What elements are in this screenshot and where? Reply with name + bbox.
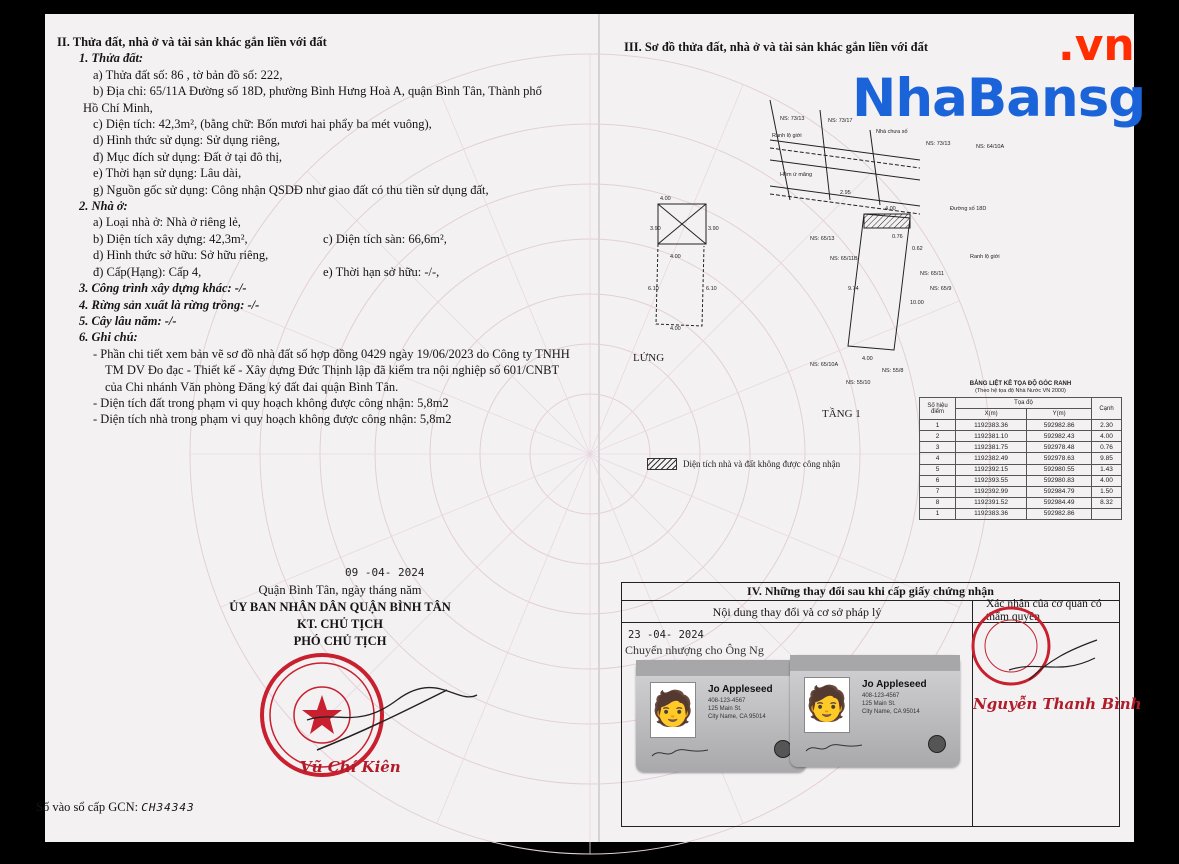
legend — [647, 458, 840, 470]
col-point: Số hiệu điểm — [920, 398, 956, 420]
card-name: Jo Appleseed — [862, 679, 927, 690]
cell-edge: 8.32 — [1092, 497, 1122, 508]
cell-x: 1192381.10 — [956, 431, 1027, 442]
cell-x: 1192383.36 — [956, 420, 1027, 431]
cell-point: 1 — [920, 420, 956, 431]
map-dim-d6: 6.10 — [706, 286, 717, 292]
cell-y: 592982.43 — [1027, 431, 1092, 442]
issue-date-handwritten: 09 -04- 2024 — [345, 566, 425, 579]
map-label-ns4: NS: 73/13 — [926, 141, 951, 147]
change-content: Chuyển nhượng cho Ông Ng — [625, 643, 764, 657]
cell-y: 592978.63 — [1027, 453, 1092, 464]
card-header-band — [790, 655, 960, 671]
signature-icon — [650, 746, 710, 760]
house-heading: 2. Nhà ở: — [79, 199, 128, 214]
brand-tld: .vn — [1058, 20, 1135, 71]
table-row — [920, 508, 1122, 519]
cell-edge: 1.50 — [1092, 486, 1122, 497]
avatar — [650, 682, 696, 738]
signer-title: PHÓ CHỦ TỊCH — [293, 634, 387, 648]
map-label-ns10: NS: 65/10A — [810, 362, 839, 368]
land-info-section — [57, 34, 577, 428]
note-house-area: - Diện tích nhà trong phạm vi quy hoạch không được công nhận: 5,8m2 — [93, 412, 452, 427]
on-behalf-of: KT. CHỦ TỊCH — [296, 617, 383, 631]
col-x: X(m) — [956, 409, 1027, 420]
card-street: 125 Main St. — [708, 706, 742, 712]
brand-watermark — [852, 20, 1152, 140]
cell-edge: 4.00 — [1092, 475, 1122, 486]
cell-x: 1192383.36 — [956, 508, 1027, 519]
card-chip-icon — [928, 735, 946, 753]
planted-forest: 4. Rừng sản xuất là rừng trồng: -/- — [79, 297, 260, 312]
diagram-title: III. Sơ đồ thửa đất, nhà ở và tài sản khác gắn liền với đất — [624, 40, 929, 54]
note-detail: - Phần chi tiết xem bản vẽ sơ đồ nhà đất số hợp đồng 0429 ngày 19/06/2023 do Công ty TNHH TM DV Đo đạc - Thiết kế - Xây dựng Đức Thịnh lập đã kiểm tra nội nghiệp số 601/CNBT của Chi nhánh Văn phòng Đăng ký đất đai quận Bình Tân. — [93, 346, 570, 394]
card-header-band — [636, 660, 806, 676]
cell-x: 1192382.49 — [956, 453, 1027, 464]
mezzanine-label: LỬNG — [633, 352, 665, 364]
table-row — [920, 497, 1122, 508]
serial-label: Số vào sổ cấp GCN: — [36, 800, 142, 814]
avatar — [804, 677, 850, 733]
map-dim-d4: 3.90 — [708, 226, 719, 232]
map-dim-d1: 4.00 — [660, 196, 671, 202]
cell-y: 592980.55 — [1027, 464, 1092, 475]
house-floor-area: c) Diện tích sàn: 66,6m², — [323, 231, 447, 246]
signature-icon — [804, 741, 864, 755]
map-label-ns1: NS: 73/13 — [780, 116, 805, 122]
coordinate-table — [919, 381, 1122, 520]
map-dim-d9: 4.00 — [885, 206, 896, 212]
hatch-legend-icon — [647, 458, 677, 470]
house-build-area: b) Diện tích xây dựng: 42,3m², — [93, 231, 248, 246]
legend-text: Diện tích nhà và đất không được công nhận — [683, 459, 841, 469]
land-address: b) Địa chỉ: 65/11A Đường số 18D, phường Bình Hưng Hoà A, quận Bình Tân, Thành phố — [93, 84, 542, 99]
table-row — [920, 431, 1122, 442]
serial-value: CH34343 — [141, 801, 195, 814]
cell-y: 592978.48 — [1027, 442, 1092, 453]
registration-seal-icon — [969, 600, 1099, 700]
cell-point: 7 — [920, 486, 956, 497]
note-land-area: - Diện tích đất trong phạm vi quy hoạch không được công nhận: 5,8m2 — [93, 395, 449, 410]
cell-edge: 2.30 — [1092, 420, 1122, 431]
cell-x: 1192393.55 — [956, 475, 1027, 486]
perennial-trees: 5. Cây lâu năm: -/- — [79, 313, 177, 328]
notes-heading: 6. Ghi chú: — [79, 330, 138, 345]
land-usage-form: d) Hình thức sử dụng: Sử dụng riêng, — [93, 133, 280, 148]
id-card-sticker — [790, 655, 960, 767]
signer-name: Vũ Chí Kiên — [300, 758, 401, 776]
person-emoji-icon: 🧑 — [805, 686, 849, 723]
map-dim-d13: 0.76 — [892, 234, 903, 240]
map-label-ranh1: Ranh lộ giới — [772, 133, 802, 139]
map-dim-d14: 0.62 — [912, 246, 923, 252]
card-street: 125 Main St. — [862, 701, 896, 707]
table-row — [920, 486, 1122, 497]
changes-col-confirm: Xác nhận của cơ quan có thẩm quyền — [986, 598, 1102, 623]
map-dim-d10: 9.74 — [848, 286, 859, 292]
cell-point: 6 — [920, 475, 956, 486]
coord-caption-sub: (Theo hệ tọa độ Nhà Nước VN 2000) — [975, 388, 1066, 394]
cell-y: 592984.79 — [1027, 486, 1092, 497]
table-row — [920, 475, 1122, 486]
coord-caption: BẢNG LIỆT KÊ TỌA ĐỘ GÓC RANH — [969, 381, 1072, 387]
issuing-authority: ỦY BAN NHÂN DÂN QUẬN BÌNH TÂN — [229, 600, 451, 614]
cell-x: 1192391.52 — [956, 497, 1027, 508]
land-parcel-number: a) Thửa đất số: 86 , tờ bản đồ số: 222, — [93, 67, 283, 82]
id-card-sticker — [636, 660, 806, 772]
person-emoji-icon: 🧑 — [651, 691, 695, 728]
cell-y: 592980.83 — [1027, 475, 1092, 486]
cell-edge: 1.43 — [1092, 464, 1122, 475]
table-row — [920, 420, 1122, 431]
map-label-ns11: NS: 55/8 — [882, 368, 904, 374]
registrar-signer-name: Nguyễn Thanh Bình — [973, 695, 1142, 713]
cell-point: 3 — [920, 442, 956, 453]
cell-edge: 9.85 — [1092, 453, 1122, 464]
map-label-ns7: NS: 65/11B — [830, 256, 858, 262]
col-coord: Tọa độ — [956, 398, 1092, 409]
land-purpose: đ) Mục đích sử dụng: Đất ở tại đô thị, — [93, 149, 283, 164]
map-dim-d2: 4.00 — [670, 254, 681, 260]
changes-col-content: Nội dung thay đổi và cơ sở pháp lý — [712, 605, 882, 619]
changes-title: IV. Những thay đổi sau khi cấp giấy chứng nhận — [622, 583, 1119, 601]
map-label-ns6: NS: 65/13 — [810, 236, 835, 242]
cell-point: 4 — [920, 453, 956, 464]
cell-point: 1 — [920, 508, 956, 519]
house-term: e) Thời hạn sở hữu: -/-, — [323, 264, 440, 279]
coord-grid — [919, 397, 1122, 520]
map-dim-d11: 10.00 — [910, 300, 924, 306]
table-row — [920, 442, 1122, 453]
cell-edge: 4.00 — [1092, 431, 1122, 442]
house-grade-row — [57, 264, 577, 280]
land-origin: g) Nguồn gốc sử dụng: Công nhận QSDĐ như giao đất có thu tiền sử dụng đất, — [93, 182, 489, 197]
map-label-ns8: NS: 65/11 — [920, 271, 945, 277]
land-area: c) Diện tích: 42,3m², (bằng chữ: Bốn mươi hai phẩy ba mét vuông), — [93, 117, 432, 132]
change-date-handwritten: 23 -04- 2024 — [628, 629, 704, 641]
other-construction: 3. Công trình xây dựng khác: -/- — [79, 281, 247, 296]
issue-date-line: Quận Bình Tân, ngày tháng năm — [258, 583, 422, 597]
map-dim-d12: 4.00 — [862, 356, 873, 362]
cell-edge: 0.76 — [1092, 442, 1122, 453]
map-dim-d3: 3.90 — [650, 226, 661, 232]
cell-x: 1192392.15 — [956, 464, 1027, 475]
cell-point: 8 — [920, 497, 956, 508]
map-label-ranh2: Ranh lộ giới — [970, 254, 1000, 260]
card-city: City Name, CA 95014 — [862, 709, 920, 715]
cell-point: 2 — [920, 431, 956, 442]
signature-block — [210, 568, 470, 650]
brand-name: NhaBansg — [852, 68, 1146, 129]
house-grade: đ) Cấp(Hạng): Cấp 4, — [93, 264, 202, 279]
table-row — [920, 464, 1122, 475]
map-label-ns5: NS: 64/10A — [976, 144, 1005, 150]
cell-point: 5 — [920, 464, 956, 475]
cell-x: 1192381.75 — [956, 442, 1027, 453]
card-phone: 408-123-4567 — [862, 693, 900, 699]
land-address-cont: Hồ Chí Minh, — [83, 100, 153, 115]
certificate-serial — [36, 800, 195, 815]
cell-y: 592982.86 — [1027, 420, 1092, 431]
map-label-ns12: NS: 55/10 — [846, 380, 871, 386]
cell-x: 1192392.99 — [956, 486, 1027, 497]
house-area-row — [57, 231, 577, 247]
land-term: e) Thời hạn sử dụng: Lâu dài, — [93, 166, 242, 181]
floor1-label: TẦNG 1 — [822, 408, 861, 420]
cell-edge — [1092, 508, 1122, 519]
card-name: Jo Appleseed — [708, 684, 773, 695]
col-edge: Cạnh — [1092, 398, 1122, 420]
card-city: City Name, CA 95014 — [708, 714, 766, 720]
table-row — [920, 453, 1122, 464]
map-label-duong: Đường số 18D — [950, 206, 987, 212]
map-label-ns9: NS: 65/9 — [930, 286, 952, 292]
house-type: a) Loại nhà ở: Nhà ở riêng lẻ, — [93, 215, 241, 230]
section-title: II. Thửa đất, nhà ở và tài sản khác gắn liền với đất — [57, 35, 327, 49]
map-label-ns2: NS: 73/17 — [828, 118, 853, 124]
map-dim-d8: 2.95 — [840, 190, 851, 196]
cell-y: 592982.86 — [1027, 508, 1092, 519]
map-label-hem: Hẻm ứ mãng — [780, 172, 813, 178]
page-fold — [598, 14, 600, 842]
map-label-ns3: Nhà chưa số — [876, 129, 908, 135]
house-ownership: d) Hình thức sở hữu: Sở hữu riêng, — [93, 248, 269, 263]
col-y: Y(m) — [1027, 409, 1092, 420]
land-heading: 1. Thửa đất: — [79, 51, 144, 66]
cell-y: 592984.49 — [1027, 497, 1092, 508]
map-dim-d7: 4.00 — [670, 326, 681, 332]
card-phone: 408-123-4567 — [708, 698, 746, 704]
map-dim-d5: 6.10 — [648, 286, 659, 292]
